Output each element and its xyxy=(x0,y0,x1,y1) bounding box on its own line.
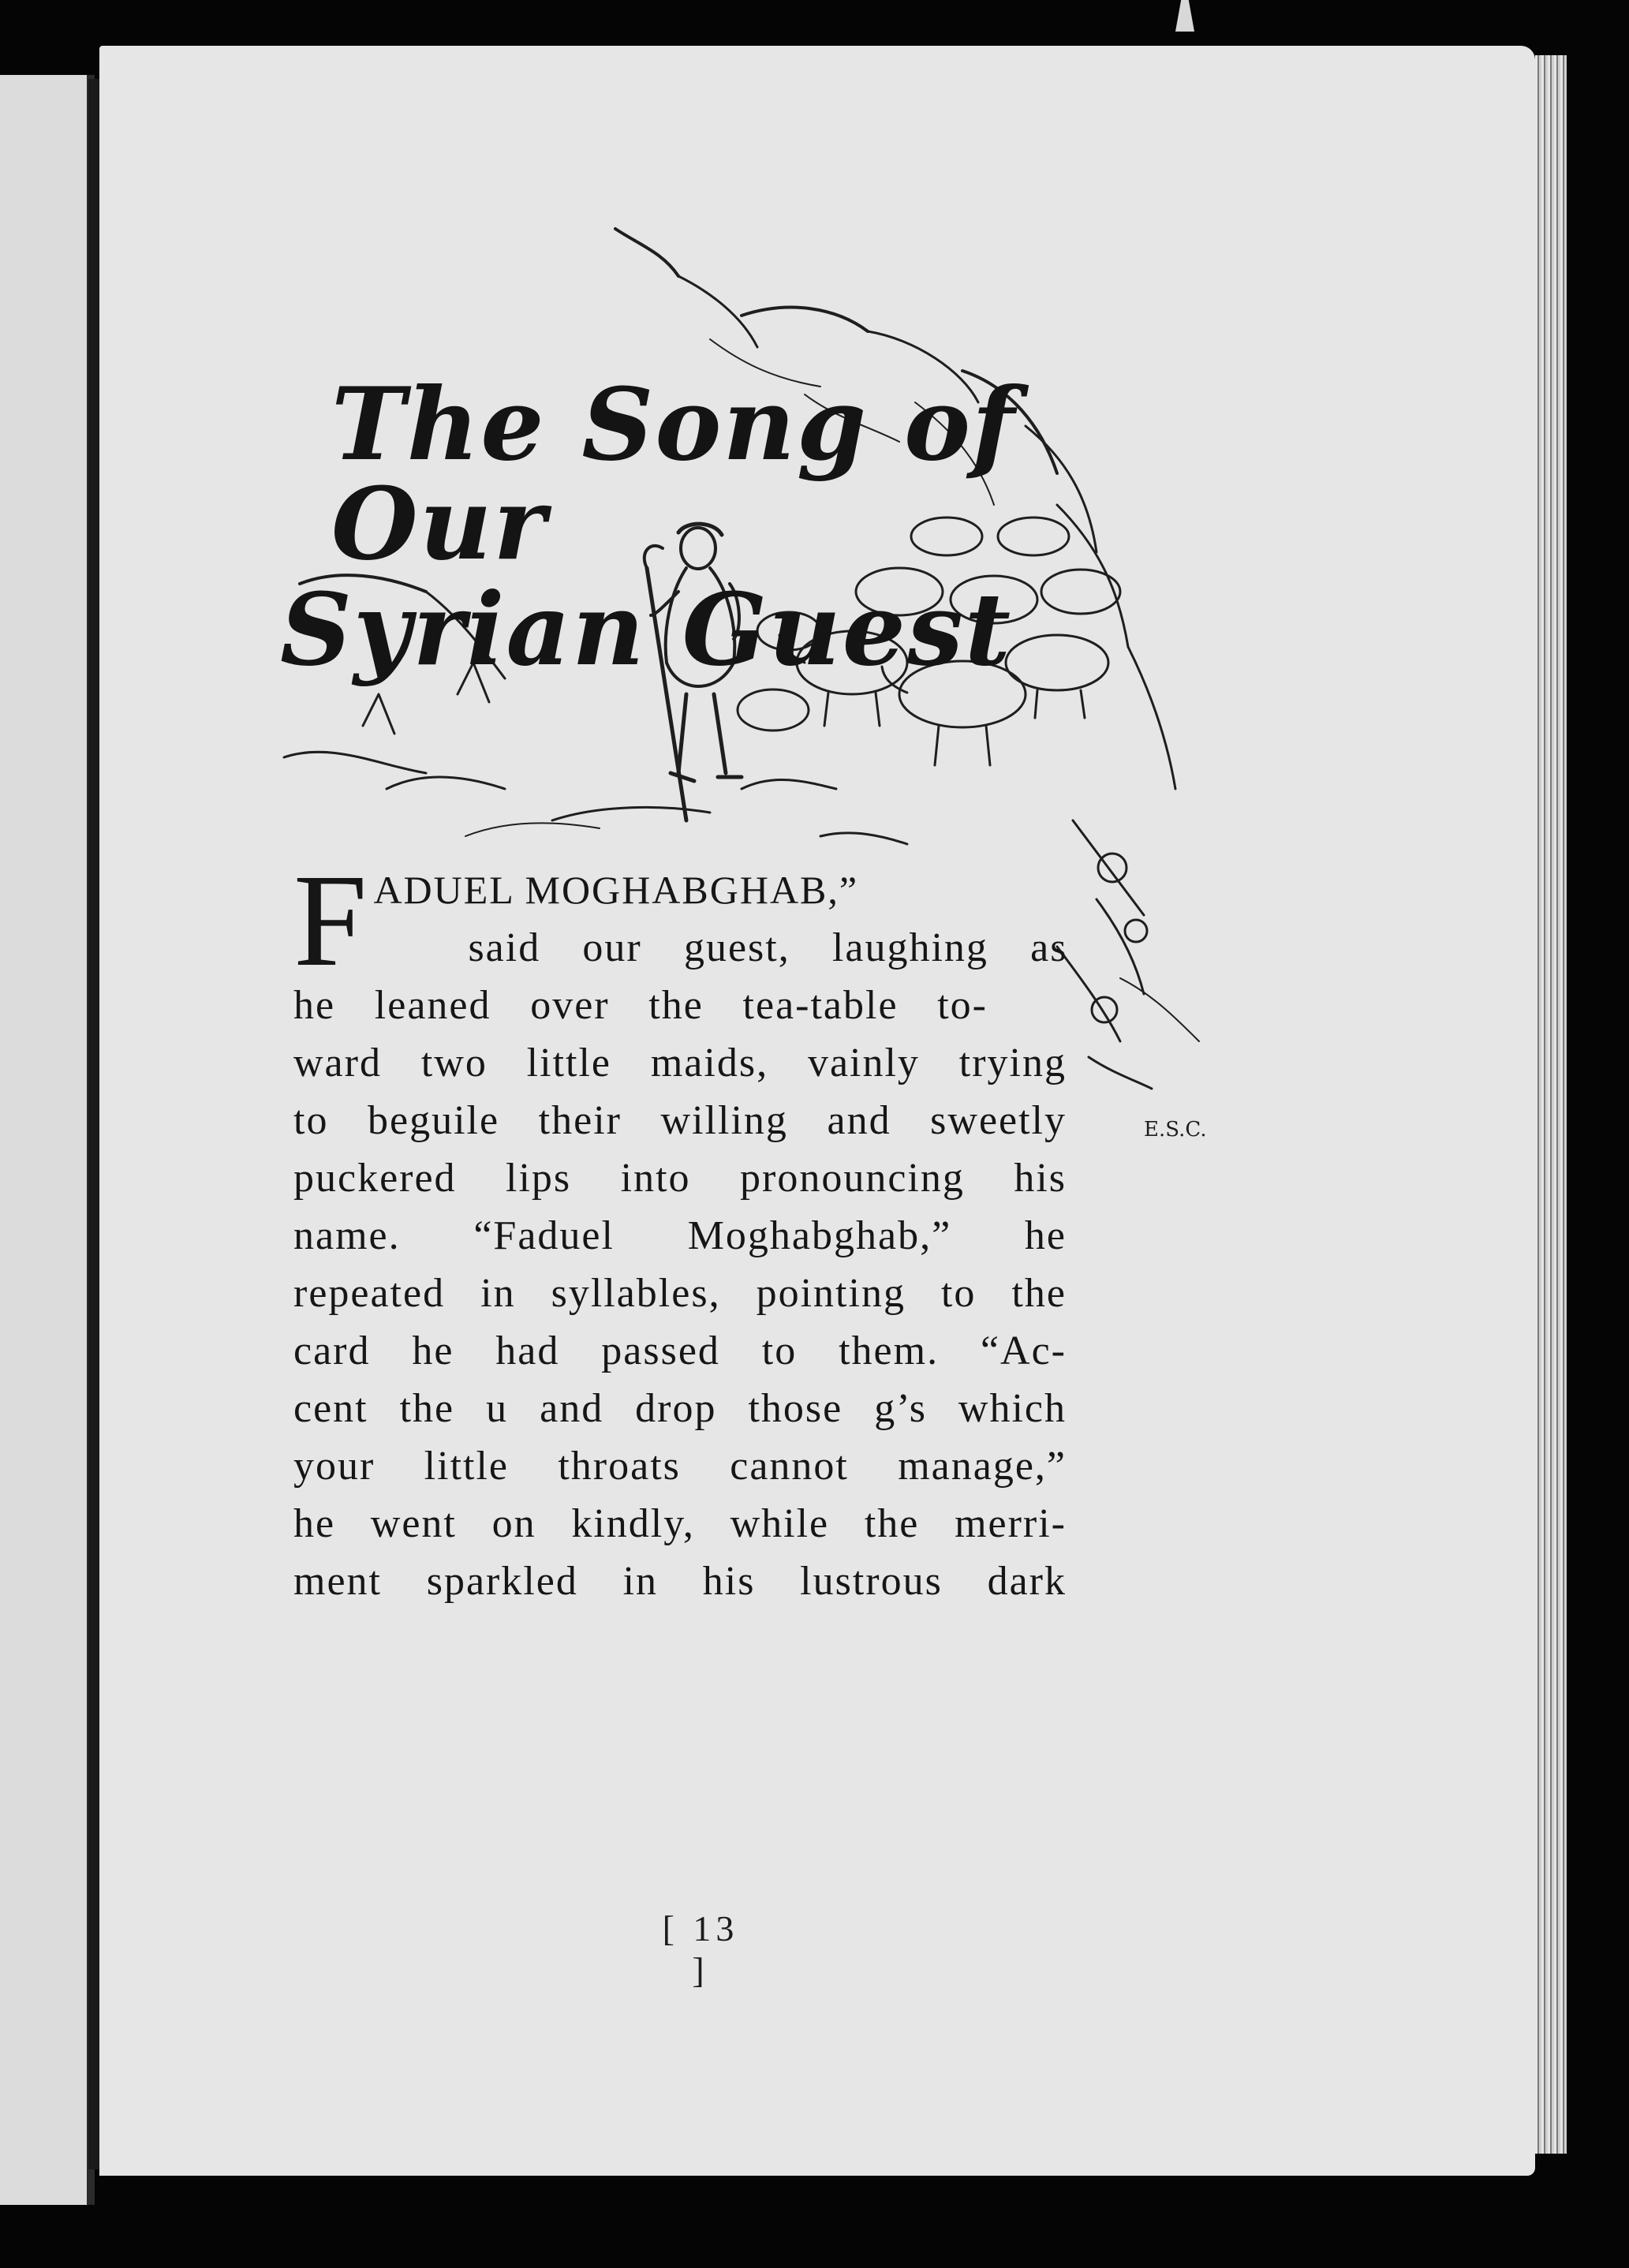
text-line: card he had passed to them. “Ac- xyxy=(293,1328,1067,1373)
scan-artifact xyxy=(1175,0,1194,32)
opening-caps: ADUEL MOGHABGHAB,” xyxy=(373,868,859,912)
opening-paragraph xyxy=(293,847,1068,994)
page-number: [ 13 ] xyxy=(662,1908,739,1990)
left-page-edge xyxy=(0,75,95,2205)
artist-monogram: E.S.C. xyxy=(1144,1118,1207,1141)
body-text xyxy=(293,847,1068,1610)
text-line: to beguile their willing and sweetly xyxy=(293,1098,1067,1143)
title-line-2: Syrian Guest xyxy=(280,571,1013,688)
text-line: said our guest, laughing as xyxy=(468,925,1068,970)
drop-cap: F xyxy=(293,847,368,994)
book-gutter xyxy=(88,79,99,2169)
text-line: he leaned over the tea-table to- xyxy=(293,983,988,1028)
text-line: ward two little maids, vainly trying xyxy=(293,1041,1067,1085)
page-edges xyxy=(1535,55,1567,2154)
text-line: he went on kindly, while the merri- xyxy=(293,1501,1067,1546)
chapter-title xyxy=(280,366,1108,688)
text-line: ment sparkled in his lustrous dark xyxy=(293,1559,1067,1604)
text-line: your little throats cannot manage,” xyxy=(293,1444,1067,1489)
text-line: name. “Faduel Moghabghab,” he xyxy=(293,1213,1067,1258)
text-line: cent the u and drop those g’s which xyxy=(293,1386,1067,1431)
text-line: repeated in syllables, pointing to the xyxy=(293,1271,1067,1316)
text-line: puckered lips into pronouncing his xyxy=(293,1156,1067,1201)
title-line-1: The Song of Our xyxy=(331,366,1017,582)
